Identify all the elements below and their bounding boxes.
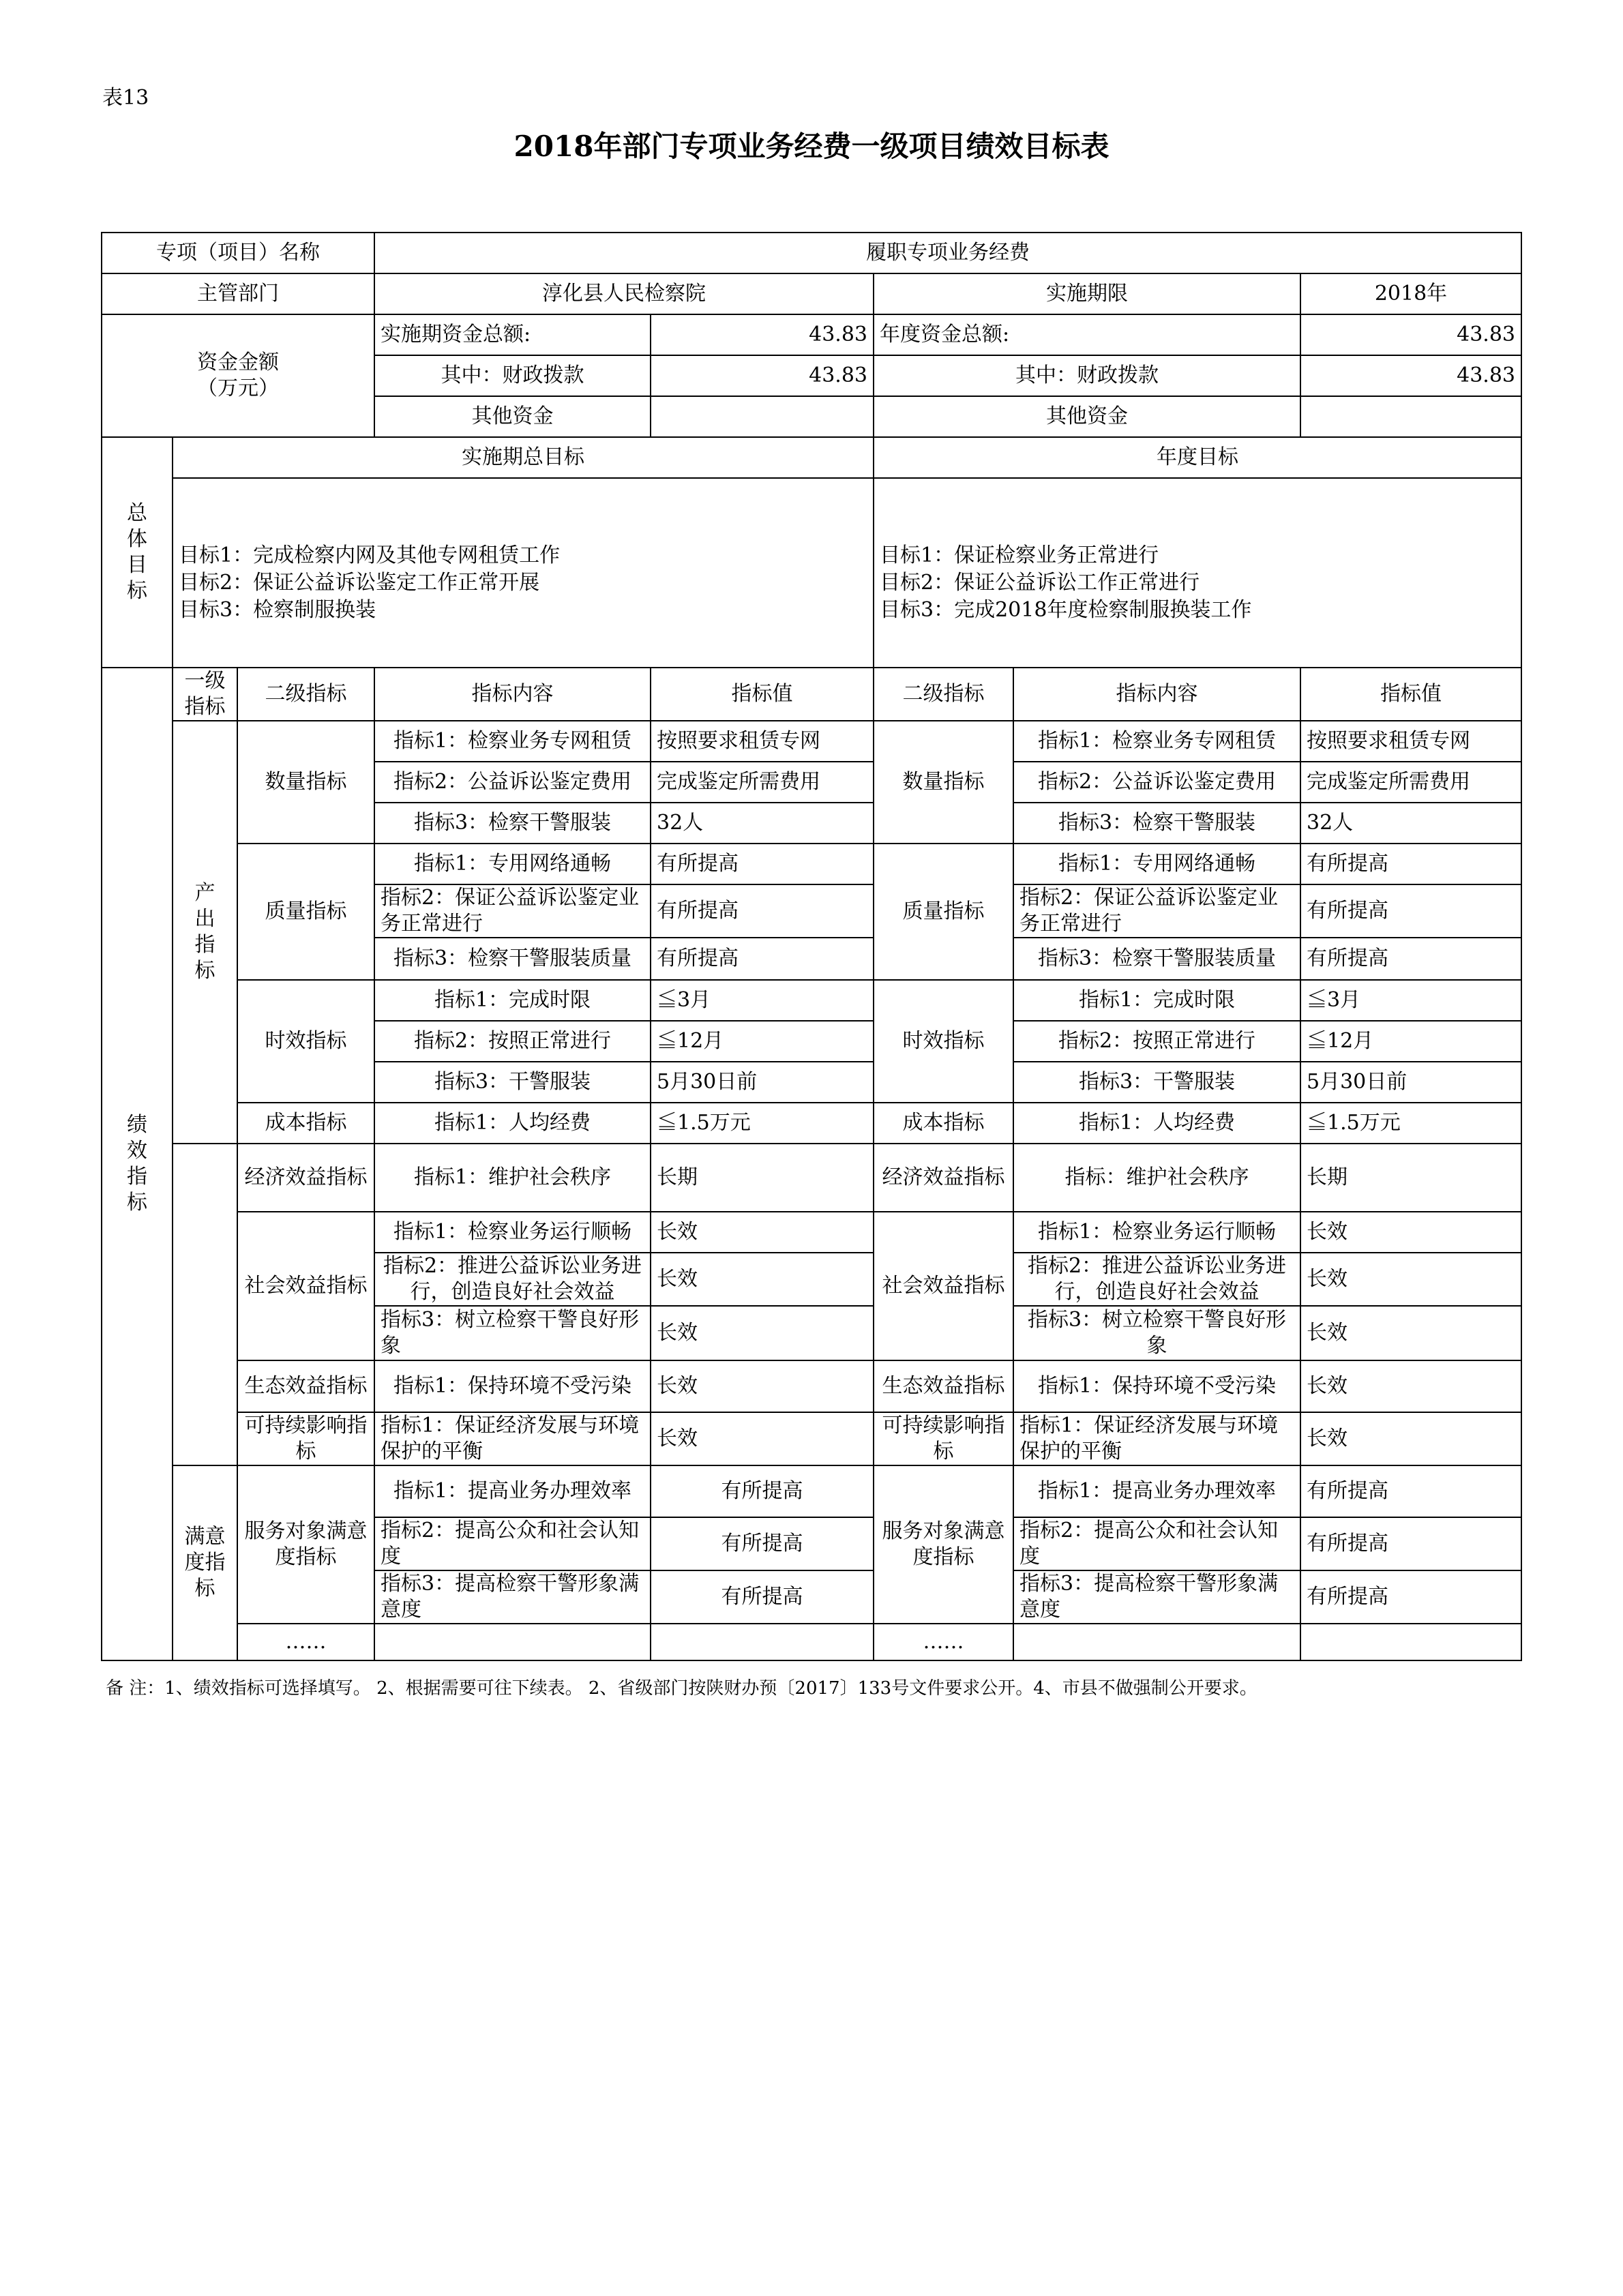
period-goals bbox=[173, 478, 874, 668]
indicator-value-right: ≦3月 bbox=[1300, 980, 1521, 1021]
content-header-right: 指标内容 bbox=[1013, 668, 1300, 721]
period-total-label: 实施期资金总额: bbox=[374, 314, 651, 355]
level2-header-right: 二级指标 bbox=[874, 668, 1013, 721]
indicator-value-left: 长效 bbox=[651, 1306, 874, 1360]
indicator-content-left: 指标1：保证经济发展与环境保护的平衡 bbox=[374, 1412, 651, 1465]
value-header-left: 指标值 bbox=[651, 668, 874, 721]
period-fiscal-label: 其中：财政拨款 bbox=[374, 355, 651, 396]
indicator-value-right: ≦1.5万元 bbox=[1300, 1103, 1521, 1144]
benefit-indicators-cell bbox=[173, 1144, 237, 1465]
indicator-content-left: 指标3：提高检察干警形象满意度 bbox=[374, 1570, 651, 1624]
period-fiscal-value: 43.83 bbox=[651, 355, 874, 396]
cost-indicator-right: 成本指标 bbox=[874, 1103, 1013, 1144]
annual-total-value: 43.83 bbox=[1300, 314, 1521, 355]
indicator-content-right: 指标1：检察业务运行顺畅 bbox=[1013, 1212, 1300, 1253]
indicator-value-left: 5月30日前 bbox=[651, 1062, 874, 1103]
timeliness-indicator-right: 时效指标 bbox=[874, 980, 1013, 1103]
annual-other-value bbox=[1300, 396, 1521, 437]
indicator-content-left: 指标3：干警服装 bbox=[374, 1062, 651, 1103]
economic-indicator-left: 经济效益指标 bbox=[237, 1144, 374, 1212]
output-indicators-label: 产出指标 bbox=[173, 721, 237, 1144]
indicator-content-left: 指标1：人均经费 bbox=[374, 1103, 651, 1144]
indicator-content-left: 指标3：树立检察干警良好形象 bbox=[374, 1306, 651, 1360]
quantity-indicator-left: 数量指标 bbox=[237, 721, 374, 844]
empty-cell bbox=[1300, 1624, 1521, 1660]
annual-goal-3: 目标3：完成2018年度检察制服换装工作 bbox=[880, 598, 1252, 622]
indicator-value-left: 有所提高 bbox=[651, 884, 874, 938]
indicator-content-left: 指标3：检察干警服装质量 bbox=[374, 938, 651, 980]
department-value: 淳化县人民检察院 bbox=[374, 273, 874, 314]
indicator-content-left: 指标2：保证公益诉讼鉴定业务正常进行 bbox=[374, 884, 651, 938]
indicator-content-left: 指标2：提高公众和社会认知度 bbox=[374, 1517, 651, 1570]
indicator-value-left: 32人 bbox=[651, 803, 874, 844]
indicator-content-right: 指标2：保证公益诉讼鉴定业务正常进行 bbox=[1013, 884, 1300, 938]
ellipsis-right: …… bbox=[874, 1624, 1013, 1660]
indicator-content-right: 指标3：提高检察干警形象满意度 bbox=[1013, 1570, 1300, 1624]
indicator-value-right: 5月30日前 bbox=[1300, 1062, 1521, 1103]
satisfaction-indicators-label: 满意度指标 bbox=[173, 1465, 237, 1660]
indicator-value-right: 按照要求租赁专网 bbox=[1300, 721, 1521, 762]
indicator-content-right: 指标1：人均经费 bbox=[1013, 1103, 1300, 1144]
annual-goal-1: 目标1：保证检察业务正常进行 bbox=[880, 543, 1159, 567]
indicator-value-right: 有所提高 bbox=[1300, 1570, 1521, 1624]
period-other-value bbox=[651, 396, 874, 437]
footnote: 备 注：1、绩效指标可选择填写。 2、根据需要可往下续表。 2、省级部门按陕财办预〔2017〕133号文件要求公开。4、市县不做强制公开要求。 bbox=[106, 1678, 1257, 1699]
indicator-value-left: ≦3月 bbox=[651, 980, 874, 1021]
indicator-content-right: 指标2：按照正常进行 bbox=[1013, 1021, 1300, 1062]
indicator-value-left: 有所提高 bbox=[651, 1570, 874, 1624]
empty-cell bbox=[374, 1624, 651, 1660]
indicator-content-left: 指标1：完成时限 bbox=[374, 980, 651, 1021]
ecological-indicator-right: 生态效益指标 bbox=[874, 1360, 1013, 1412]
social-indicator-left: 社会效益指标 bbox=[237, 1212, 374, 1360]
indicator-content-right: 指标3：树立检察干警良好形象 bbox=[1013, 1306, 1300, 1360]
sustainable-indicator-left: 可持续影响指标 bbox=[237, 1412, 374, 1465]
indicator-value-right: 有所提高 bbox=[1300, 884, 1521, 938]
value-header-right: 指标值 bbox=[1300, 668, 1521, 721]
indicator-value-right: 长效 bbox=[1300, 1253, 1521, 1306]
social-indicator-right: 社会效益指标 bbox=[874, 1212, 1013, 1360]
indicator-value-left: ≦1.5万元 bbox=[651, 1103, 874, 1144]
indicator-content-right: 指标1：保证经济发展与环境保护的平衡 bbox=[1013, 1412, 1300, 1465]
annual-other-label: 其他资金 bbox=[874, 396, 1300, 437]
empty-cell bbox=[651, 1624, 874, 1660]
page-title: 2018年部门专项业务经费一级项目绩效目标表 bbox=[513, 130, 1110, 163]
indicator-content-right: 指标1：专用网络通畅 bbox=[1013, 844, 1300, 884]
quantity-indicator-right: 数量指标 bbox=[874, 721, 1013, 844]
indicator-value-left: ≦12月 bbox=[651, 1021, 874, 1062]
funds-label bbox=[102, 314, 374, 437]
annual-total-label: 年度资金总额: bbox=[874, 314, 1300, 355]
indicator-content-left: 指标2：推进公益诉讼业务进行，创造良好社会效益 bbox=[374, 1253, 651, 1306]
indicator-content-right: 指标3：检察干警服装 bbox=[1013, 803, 1300, 844]
period-goals-header: 实施期总目标 bbox=[173, 437, 874, 478]
ellipsis-left: …… bbox=[237, 1624, 374, 1660]
indicator-value-right: 有所提高 bbox=[1300, 1517, 1521, 1570]
period-goal-2: 目标2：保证公益诉讼鉴定工作正常开展 bbox=[179, 571, 540, 595]
indicator-content-left: 指标1：专用网络通畅 bbox=[374, 844, 651, 884]
period-other-label: 其他资金 bbox=[374, 396, 651, 437]
economic-indicator-right: 经济效益指标 bbox=[874, 1144, 1013, 1212]
project-name-value: 履职专项业务经费 bbox=[374, 233, 1521, 273]
quality-indicator-left: 质量指标 bbox=[237, 844, 374, 980]
project-name-label: 专项（项目）名称 bbox=[102, 233, 374, 273]
indicator-content-right: 指标2：公益诉讼鉴定费用 bbox=[1013, 762, 1300, 803]
cost-indicator-left: 成本指标 bbox=[237, 1103, 374, 1144]
indicator-value-left: 长效 bbox=[651, 1360, 874, 1412]
annual-fiscal-label: 其中：财政拨款 bbox=[874, 355, 1300, 396]
period-goal-1: 目标1：完成检察内网及其他专网租赁工作 bbox=[179, 543, 561, 567]
indicator-content-right: 指标1：检察业务专网租赁 bbox=[1013, 721, 1300, 762]
funds-unit-text: （万元） bbox=[197, 376, 279, 400]
service-satisfaction-indicator-right: 服务对象满意度指标 bbox=[874, 1465, 1013, 1624]
indicator-content-right: 指标1：提高业务办理效率 bbox=[1013, 1465, 1300, 1517]
funds-label-text: 资金金额 bbox=[197, 351, 279, 374]
indicator-value-right: 长效 bbox=[1300, 1212, 1521, 1253]
indicator-value-left: 长效 bbox=[651, 1253, 874, 1306]
indicator-content-left: 指标1：维护社会秩序 bbox=[374, 1144, 651, 1212]
indicator-content-right: 指标3：检察干警服装质量 bbox=[1013, 938, 1300, 980]
indicator-content-right: 指标：维护社会秩序 bbox=[1013, 1144, 1300, 1212]
annual-goal-2: 目标2：保证公益诉讼工作正常进行 bbox=[880, 571, 1200, 595]
indicator-content-right: 指标1：保持环境不受污染 bbox=[1013, 1360, 1300, 1412]
indicator-value-right: 32人 bbox=[1300, 803, 1521, 844]
indicator-value-left: 长期 bbox=[651, 1144, 874, 1212]
indicator-value-left: 长效 bbox=[651, 1212, 874, 1253]
indicator-content-right: 指标2：推进公益诉讼业务进行，创造良好社会效益 bbox=[1013, 1253, 1300, 1306]
performance-indicators-label: 绩效指标 bbox=[102, 668, 173, 1660]
period-value: 2018年 bbox=[1300, 273, 1521, 314]
indicator-value-left: 有所提高 bbox=[651, 938, 874, 980]
performance-target-table bbox=[101, 232, 1522, 1661]
indicator-value-right: 长期 bbox=[1300, 1144, 1521, 1212]
indicator-value-right: 有所提高 bbox=[1300, 844, 1521, 884]
content-header-left: 指标内容 bbox=[374, 668, 651, 721]
indicator-value-right: 有所提高 bbox=[1300, 1465, 1521, 1517]
indicator-content-left: 指标2：按照正常进行 bbox=[374, 1021, 651, 1062]
period-total-value: 43.83 bbox=[651, 314, 874, 355]
level2-header-left: 二级指标 bbox=[237, 668, 374, 721]
indicator-content-right: 指标3：干警服装 bbox=[1013, 1062, 1300, 1103]
sustainable-indicator-right: 可持续影响指标 bbox=[874, 1412, 1013, 1465]
ecological-indicator-left: 生态效益指标 bbox=[237, 1360, 374, 1412]
overall-goals-label: 总体目标 bbox=[102, 437, 173, 668]
period-goal-3: 目标3：检察制服换装 bbox=[179, 598, 376, 622]
indicator-content-right: 指标2：提高公众和社会认知度 bbox=[1013, 1517, 1300, 1570]
table-number-label: 表13 bbox=[102, 86, 149, 110]
indicator-value-right: 完成鉴定所需费用 bbox=[1300, 762, 1521, 803]
indicator-content-left: 指标3：检察干警服装 bbox=[374, 803, 651, 844]
annual-fiscal-value: 43.83 bbox=[1300, 355, 1521, 396]
service-satisfaction-indicator-left: 服务对象满意度指标 bbox=[237, 1465, 374, 1624]
indicator-value-left: 有所提高 bbox=[651, 1517, 874, 1570]
indicator-content-left: 指标1：检察业务运行顺畅 bbox=[374, 1212, 651, 1253]
indicator-value-left: 有所提高 bbox=[651, 844, 874, 884]
quality-indicator-right: 质量指标 bbox=[874, 844, 1013, 980]
indicator-value-left: 按照要求租赁专网 bbox=[651, 721, 874, 762]
timeliness-indicator-left: 时效指标 bbox=[237, 980, 374, 1103]
indicator-value-left: 有所提高 bbox=[651, 1465, 874, 1517]
annual-goals bbox=[874, 478, 1521, 668]
indicator-content-left: 指标1：检察业务专网租赁 bbox=[374, 721, 651, 762]
indicator-value-right: 长效 bbox=[1300, 1360, 1521, 1412]
indicator-value-left: 完成鉴定所需费用 bbox=[651, 762, 874, 803]
indicator-content-left: 指标1：提高业务办理效率 bbox=[374, 1465, 651, 1517]
department-label: 主管部门 bbox=[102, 273, 374, 314]
indicator-value-right: 有所提高 bbox=[1300, 938, 1521, 980]
indicator-value-right: ≦12月 bbox=[1300, 1021, 1521, 1062]
indicator-content-left: 指标1：保持环境不受污染 bbox=[374, 1360, 651, 1412]
empty-cell bbox=[1013, 1624, 1300, 1660]
indicator-value-left: 长效 bbox=[651, 1412, 874, 1465]
period-label: 实施期限 bbox=[874, 273, 1300, 314]
indicator-value-right: 长效 bbox=[1300, 1306, 1521, 1360]
indicator-value-right: 长效 bbox=[1300, 1412, 1521, 1465]
indicator-content-left: 指标2：公益诉讼鉴定费用 bbox=[374, 762, 651, 803]
annual-goals-header: 年度目标 bbox=[874, 437, 1521, 478]
level1-header: 一级指标 bbox=[173, 668, 237, 721]
indicator-content-right: 指标1：完成时限 bbox=[1013, 980, 1300, 1021]
